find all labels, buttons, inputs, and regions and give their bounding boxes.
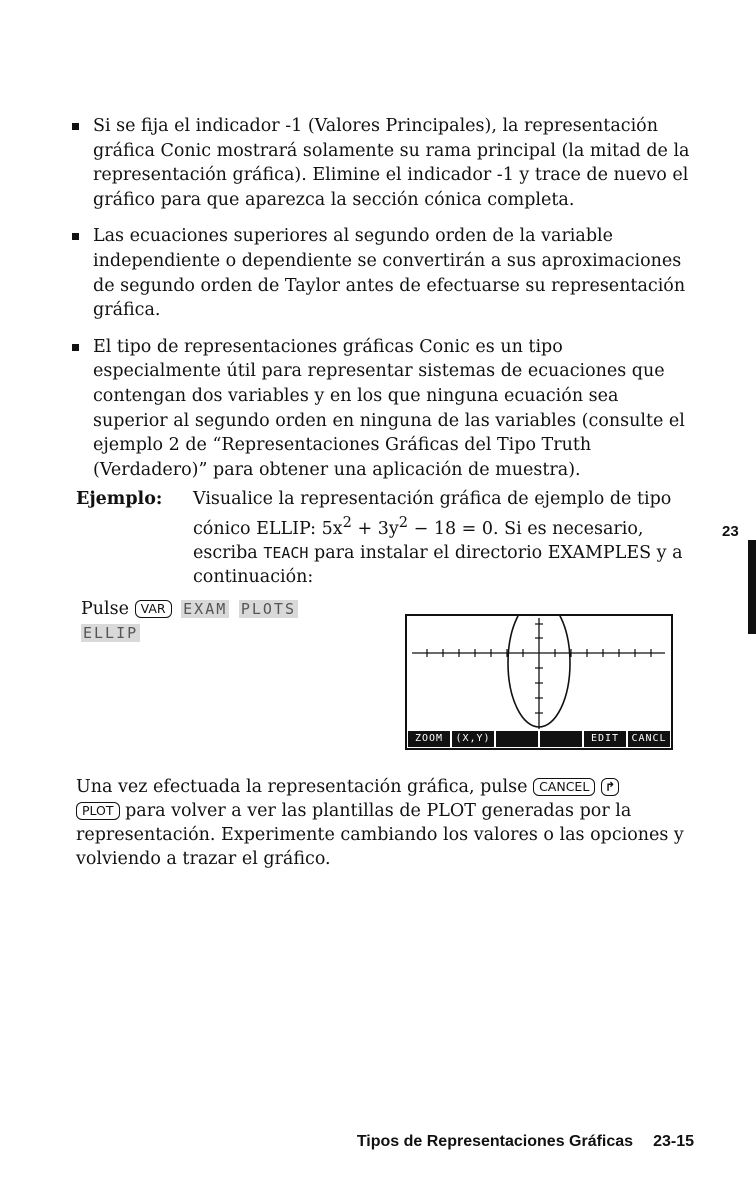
bullet-marker	[72, 344, 79, 351]
bullet-item	[70, 114, 690, 212]
teach-command: TEACH	[263, 543, 309, 562]
bullet-marker	[72, 123, 79, 130]
after-text-part: para volver a ver las plantillas de PLOT generadas por la representación. Experimente cambiando los valores o las opciones y volviendo a trazar el gráfico.	[76, 801, 684, 869]
example-text-part: + 3y	[351, 518, 399, 539]
exponent: 2	[398, 514, 409, 531]
menu-blank-1	[496, 731, 538, 747]
page-footer	[357, 1133, 694, 1151]
menu-blank-2	[540, 731, 582, 747]
footer-title: Tipos de Representaciones Gráficas	[356, 1133, 634, 1150]
calculator-screen	[405, 614, 673, 750]
example-label: Ejemplo:	[76, 489, 163, 509]
var-key: VAR	[135, 600, 172, 618]
softkey-ellip: ELLIP	[83, 624, 139, 642]
bullet-item	[70, 335, 690, 483]
chapter-tab-number: 23	[722, 523, 739, 540]
right-shift-key-icon: ↱	[601, 778, 619, 796]
menu-cancl[interactable]: CANCL	[628, 731, 670, 747]
pulse-label: Pulse	[81, 599, 129, 619]
bullet-text: Si se fija el indicador -1 (Valores Principales), la representación gráfica Conic mostrará solamente su rama principal (la mitad de la representación gráfica). Elimine el indicador -1 y trace de nuevo el gráfico para que aparezca la sección cónica completa.	[93, 116, 690, 210]
keystroke-sequence	[81, 597, 351, 645]
bullet-item	[70, 224, 690, 322]
exponent: 2	[342, 514, 352, 531]
screen-menu-bar	[408, 731, 670, 747]
chapter-tab-marker	[748, 540, 756, 634]
example-text	[193, 487, 688, 589]
example-text-part: − 18 = 0. Si es necesario, escriba	[193, 518, 644, 563]
page-number: 23-15	[653, 1133, 694, 1150]
after-text-part: Una vez efectuada la representación gráfica, pulse	[76, 777, 528, 797]
softkey-exam: EXAM	[183, 600, 228, 618]
menu-zoom[interactable]: ZOOM	[408, 731, 450, 747]
plot-key: PLOT	[76, 802, 120, 820]
cancel-key: CANCEL	[533, 778, 595, 796]
bullet-list	[70, 114, 690, 494]
bullet-text: Las ecuaciones superiores al segundo orden de la variable independiente o dependiente se convertirán a sus aproximaciones de segundo orden de Taylor antes de efectuarse su representación gráfica.	[93, 226, 686, 321]
bullet-text: El tipo de representaciones gráficas Conic es un tipo especialmente útil para representar sistemas de ecuaciones que contengan dos variables y en los que ninguna ecuación sea superior al segundo orden en ninguna de las variables (consulte el ejemplo 2 de “Representaciones Gráficas del Tipo Truth (Verdadero)” para obtener una aplicación de muestra).	[93, 336, 685, 480]
after-paragraph	[76, 775, 686, 871]
menu-xy[interactable]: (X,Y)	[452, 731, 494, 747]
example-text-part: para instalar el directorio EXAMPLES y a continuación:	[193, 542, 683, 587]
conic-plot	[407, 616, 671, 748]
bullet-marker	[72, 233, 79, 240]
menu-edit[interactable]: EDIT	[584, 731, 626, 747]
softkey-plots: PLOTS	[240, 600, 296, 618]
example-text-part: Visualice la representación gráfica de ejemplo de tipo cónico ELLIP: 5x	[193, 489, 672, 539]
